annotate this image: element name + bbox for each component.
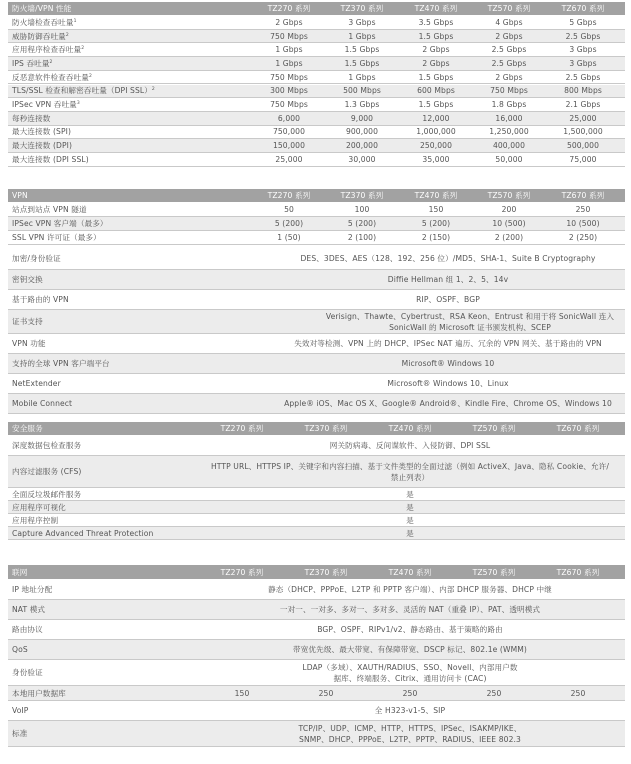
row-value: 500,000 [566,141,600,151]
section-title: VPN [12,191,28,200]
footnote-marker: 2 [65,32,69,38]
row-value: 网关防病毒、反间谍软件、入侵防御、DPI SSL [329,441,491,450]
row-value: 1.5 Gbps [344,45,380,55]
row-value: 100 [354,205,370,214]
spec-row [8,290,625,310]
spec-row [8,217,625,231]
row-value: 5 (200) [274,219,304,228]
footnote-marker: 2 [81,46,85,52]
section-header-network [8,565,625,579]
row-value: Apple® iOS、Mac OS X、Google® Android®、Kindle Fire、Chrome OS、Windows 10 [284,399,612,408]
row-label: 本地用户数据库 [12,688,66,698]
row-value: 1.8 Gbps [491,100,527,110]
spec-row [8,231,625,245]
row-label: QoS [12,645,28,654]
row-value: Microsoft® Windows 10 [401,359,495,368]
row-label: 防火墙检查吞吐量 $^1$ [12,17,77,27]
row-label: VPN 功能 [12,339,46,348]
row-value: 600 Mbps [417,86,455,96]
row-value: 150 [428,205,444,214]
row-value: 10 (500) [566,219,600,228]
row-value: 6,000 [277,113,301,123]
row-label: 应用程序可视化 [12,502,66,512]
row-label: Capture Advanced Threat Protection [12,528,154,538]
column-header: TZ570 系列 [487,191,531,200]
row-value: 75,000 [569,154,597,164]
row-value: 250 [570,688,586,698]
row-value: 300 Mbps [270,86,308,96]
row-value: 5 (200) [347,219,377,228]
column-header: TZ270 系列 [267,191,311,200]
row-label: 内容过滤服务 (CFS) [12,467,82,476]
row-label: 每秒连接数 [12,113,51,123]
row-label: NetExtender [12,379,61,388]
row-value: Verisign、Thawte、Cybertrust、RSA Keon、Entrust 和用于将 SonicWall 连入 SonicWall 的 Microsoft 证书颁发机构、SCEP [325,311,615,332]
spec-row [8,139,625,153]
row-value: 是 [406,502,414,512]
section-header-firewall [8,2,625,15]
row-value: 16,000 [495,113,523,123]
footnote-marker: 3 [76,101,80,107]
column-header: TZ370 系列 [340,4,384,13]
row-value: DES、3DES、AES（128、192、256 位）/MD5、SHA-1、Suite B Cryptography [300,254,596,263]
row-value: 1 Gbps [275,58,303,68]
spec-row [8,16,625,30]
column-header: TZ470 系列 [388,424,432,433]
column-header: TZ470 系列 [388,567,432,577]
row-value: 2 (150) [421,233,451,242]
row-label: IPSec VPN 吞吐量 $^3$ [12,100,80,110]
footnote-marker: 1 [73,18,77,24]
row-label: VoIP [12,706,29,715]
spec-row [8,43,625,57]
spec-row [8,98,625,112]
spec-row [8,394,625,414]
row-value: 50 [284,205,294,214]
spec-row [8,85,625,99]
row-value: 750,000 [272,127,306,137]
spec-row [8,248,625,270]
row-value: 2 (200) [494,233,524,242]
spec-row [8,660,625,686]
row-value: 250,000 [419,141,453,151]
row-value: LDAP（多域）、XAUTH/RADIUS、SSO、Novell、内部用户数据库、终端服务、Citrix、通用访问卡 (CAC) [302,662,518,683]
row-label: TLS/SSL 检查和解密吞吐量（DPI SSL） $^2$ [12,86,155,96]
column-header: TZ570 系列 [472,567,516,577]
spec-row [8,334,625,354]
section-title: 安全服务 [12,424,43,433]
spec-row [8,580,625,600]
row-value: 3 Gbps [569,45,597,55]
column-header: TZ270 系列 [220,567,264,577]
row-value: BGP、OSPF、RIPv1/v2、静态路由、基于策略的路由 [317,625,503,634]
spec-row [8,57,625,71]
row-value: 10 (500) [492,219,526,228]
column-header: TZ370 系列 [304,567,348,577]
row-value: 带宽优先级、最大带宽、有保障带宽、DSCP 标记、802.1e (WMM) [293,645,527,654]
row-value: 5 (200) [421,219,451,228]
row-value: 2 Gbps [495,72,523,82]
row-value: 全 H323-v1-5、SIP [374,706,446,715]
spec-row [8,71,625,85]
row-value: 1.5 Gbps [344,58,380,68]
row-value: 2 (100) [347,233,377,242]
column-header: TZ470 系列 [414,4,458,13]
column-header: TZ270 系列 [220,424,264,433]
spec-row [8,501,625,514]
row-value: 400,000 [492,141,526,151]
column-header: TZ670 系列 [556,424,600,433]
row-value: 250 [486,688,502,698]
spec-row [8,686,625,701]
row-value: 750 Mbps [270,72,308,82]
row-value: 1 (50) [277,233,301,242]
row-label: 站点到站点 VPN 隧道 [12,205,87,214]
spec-row [8,126,625,140]
row-value: 是 [406,528,414,538]
row-value: 800 Mbps [564,86,602,96]
row-value: 250 [402,688,418,698]
row-value: 5 Gbps [569,17,597,27]
row-label: NAT 模式 [12,605,46,614]
row-value: 750 Mbps [490,86,528,96]
row-value: 500 Mbps [343,86,381,96]
column-header: TZ470 系列 [414,191,458,200]
row-value: 1.5 Gbps [418,72,454,82]
row-label: IP 地址分配 [12,585,53,594]
row-value: 12,000 [422,113,450,123]
row-value: 2 Gbps [495,31,523,41]
row-value: 1.5 Gbps [418,100,454,110]
footnote-marker: 2 [151,87,155,93]
row-value: 750 Mbps [270,100,308,110]
row-label: SSL VPN 许可证（最多） [12,233,101,242]
row-value: 30,000 [348,154,376,164]
row-label: 反恶意软件检查吞吐量 $^2$ [12,72,92,82]
row-label: 支持的全球 VPN 客户端平台 [12,359,110,368]
spec-row [8,600,625,620]
row-value: 250 [575,205,591,214]
row-value: 1.3 Gbps [344,100,380,110]
row-value: 3.5 Gbps [418,17,454,27]
row-value: 35,000 [422,154,450,164]
row-label: 应用程序检查吞吐量 $^2$ [12,45,85,55]
footnote-marker: 2 [49,59,53,65]
row-label: 标准 [12,729,28,738]
row-value: 50,000 [495,154,523,164]
row-label: Mobile Connect [12,399,73,408]
row-value: 2.5 Gbps [565,72,601,82]
row-value: 750 Mbps [270,31,308,41]
spec-row [8,310,625,334]
row-value: RIP、OSPF、BGP [416,295,480,304]
spec-row [8,374,625,394]
row-label: 身份验证 [12,668,43,677]
row-value: HTTP URL、HTTPS IP、关键字和内容扫描、基于文件类型的全面过滤（例如 ActiveX、Java、隐私 Cookie、允许/禁止列表） [210,461,610,482]
row-value: 1.5 Gbps [418,31,454,41]
spec-row [8,514,625,527]
row-value: 是 [406,515,414,525]
row-value: 1 Gbps [348,72,376,82]
column-header: TZ370 系列 [340,191,384,200]
column-header: TZ370 系列 [304,424,348,433]
spec-row [8,527,625,540]
row-value: Diffie Hellman 组 1、2、5、14v [387,275,509,284]
row-value: 25,000 [275,154,303,164]
row-value: 2.1 Gbps [565,100,601,110]
row-value: 9,000 [350,113,374,123]
spec-row [8,701,625,721]
row-value: 2.5 Gbps [491,58,527,68]
row-value: 2 Gbps [422,58,450,68]
section-title: 联网 [12,567,28,577]
row-value: 2.5 Gbps [491,45,527,55]
spec-row [8,456,625,488]
row-label: 应用程序控制 [12,515,59,525]
spec-row [8,721,625,747]
row-label: 全面反垃圾邮件服务 [12,489,82,499]
column-header: TZ570 系列 [472,424,516,433]
row-value: 2 Gbps [422,45,450,55]
section-title: 防火墙/VPN 性能 [12,4,72,13]
row-value: 一对一、一对多、多对一、多对多、灵活的 NAT（重叠 IP）、PAT、透明模式 [279,605,541,614]
column-header: TZ570 系列 [487,4,531,13]
column-header: TZ670 系列 [561,191,605,200]
spec-row [8,436,625,456]
section-header-security [8,422,625,435]
row-label: 最大连接数 (DPI SSL) [12,154,89,164]
row-label: IPS 吞吐量 $^2$ [12,58,53,68]
row-value: 1 Gbps [275,45,303,55]
row-value: 1,250,000 [489,127,529,137]
row-label: IPSec VPN 客户端（最多） [12,219,108,228]
row-value: 200 [501,205,517,214]
column-header: TZ670 系列 [561,4,605,13]
row-value: 1 Gbps [348,31,376,41]
spec-row [8,270,625,290]
spec-row [8,203,625,217]
section-header-vpn [8,189,625,202]
spec-row [8,640,625,660]
spec-row [8,112,625,126]
row-label: 密钥交换 [12,275,43,284]
row-value: 200,000 [345,141,379,151]
row-value: 静态（DHCP、PPPoE、L2TP 和 PPTP 客户端）、内部 DHCP 服务器、DHCP 中继 [268,585,552,594]
row-value: 2.5 Gbps [565,31,601,41]
row-value: TCP/IP、UDP、ICMP、HTTP、HTTPS、IPSec、ISAKMP/IKE、SNMP、DHCP、PPPoE、L2TP、PPTP、RADIUS、IEEE 802.3 [298,723,522,744]
row-label: 威胁防御吞吐量 $^2$ [12,31,69,41]
row-value: 150 [234,688,250,698]
row-value: 900,000 [345,127,379,137]
spec-row [8,488,625,501]
row-value: 3 Gbps [348,17,376,27]
row-label: 基于路由的 VPN [12,295,69,304]
spec-row [8,620,625,640]
row-value: Microsoft® Windows 10、Linux [387,379,509,388]
row-value: 25,000 [569,113,597,123]
row-value: 2 Gbps [275,17,303,27]
row-value: 1,500,000 [563,127,603,137]
row-value: 250 [318,688,334,698]
row-value: 是 [406,489,414,499]
row-label: 最大连接数 (SPI) [12,127,72,137]
row-label: 证书支持 [12,317,43,326]
row-value: 3 Gbps [569,58,597,68]
column-header: TZ270 系列 [267,4,311,13]
row-value: 2 (250) [568,233,598,242]
row-value: 1,000,000 [416,127,456,137]
row-label: 加密/身份验证 [12,254,61,263]
spec-row [8,354,625,374]
footnote-marker: 2 [88,73,92,79]
spec-row [8,30,625,44]
row-label: 最大连接数 (DPI) [12,141,73,151]
row-value: 失效对等检测、VPN 上的 DHCP、IPSec NAT 遍历、冗余的 VPN 网关、基于路由的 VPN [294,339,602,348]
row-label: 路由协议 [12,625,43,634]
column-header: TZ670 系列 [556,567,600,577]
row-value: 4 Gbps [495,17,523,27]
spec-row [8,153,625,167]
row-value: 150,000 [272,141,306,151]
row-label: 深度数据包检查服务 [12,441,82,450]
